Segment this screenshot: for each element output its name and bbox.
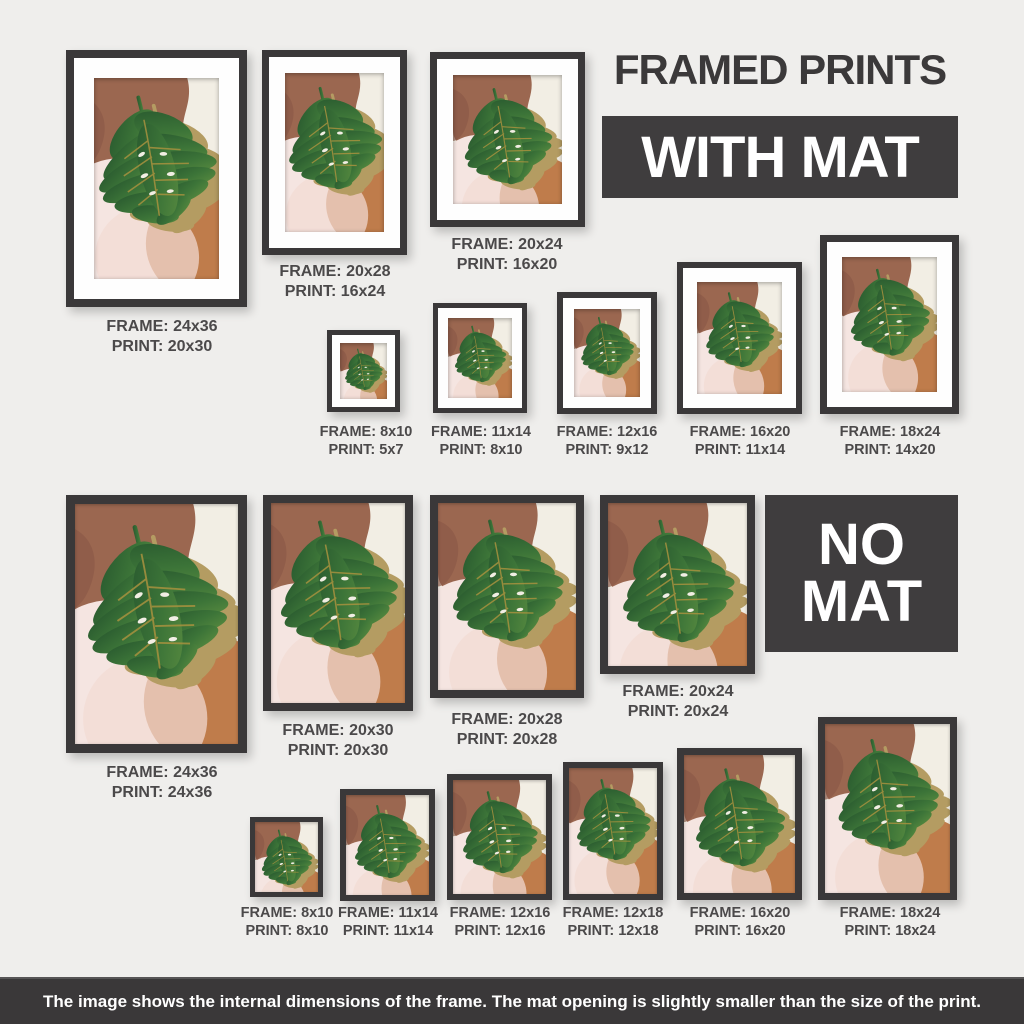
frame-no-mat-12x16 [447, 774, 552, 900]
monstera-artwork [842, 257, 937, 392]
footer-note: The image shows the internal dimensions of the frame. The mat opening is slightly smaller than the size of the print. [0, 977, 1024, 1024]
size-label-withmat-20x28: FRAME: 20x28 PRINT: 16x24 [279, 263, 391, 300]
monstera-artwork [697, 282, 782, 394]
monstera-artwork [255, 822, 318, 892]
frame-with-mat-8x10 [327, 330, 400, 412]
full-bleed-artwork [608, 503, 747, 666]
size-label-nomat-12x16: FRAME: 12x16 PRINT: 12x16 [449, 905, 551, 939]
frame-no-mat-24x36 [66, 495, 247, 753]
size-label-nomat-8x10: FRAME: 8x10 PRINT: 8x10 [240, 905, 334, 939]
monstera-artwork [285, 73, 384, 232]
full-bleed-artwork [684, 755, 795, 893]
full-bleed-artwork [438, 503, 576, 690]
monstera-artwork [271, 503, 405, 703]
monstera-artwork [574, 309, 640, 397]
monstera-artwork [608, 503, 747, 666]
matted-artwork [448, 318, 512, 398]
full-bleed-artwork [75, 504, 238, 744]
full-bleed-artwork [453, 780, 546, 894]
with-mat-banner: WITH MAT [602, 116, 958, 198]
monstera-artwork [825, 724, 950, 893]
monstera-artwork [340, 343, 387, 399]
frame-with-mat-20x28 [262, 50, 407, 255]
matted-artwork [453, 75, 562, 204]
frame-with-mat-20x24 [430, 52, 585, 227]
full-bleed-artwork [825, 724, 950, 893]
size-label-nomat-20x24: FRAME: 20x24 PRINT: 20x24 [622, 683, 734, 720]
no-mat-banner-line1: NO [818, 511, 905, 577]
size-label-nomat-20x28: FRAME: 20x28 PRINT: 20x28 [451, 711, 563, 748]
monstera-artwork [453, 780, 546, 894]
frame-with-mat-16x20 [677, 262, 802, 414]
monstera-artwork [94, 78, 219, 279]
monstera-artwork [684, 755, 795, 893]
size-label-nomat-16x20: FRAME: 16x20 PRINT: 16x20 [689, 905, 791, 939]
monstera-artwork [569, 768, 657, 894]
size-label-withmat-8x10: FRAME: 8x10 PRINT: 5x7 [319, 424, 413, 458]
full-bleed-artwork [346, 795, 429, 895]
full-bleed-artwork [569, 768, 657, 894]
frame-no-mat-20x28 [430, 495, 584, 698]
monstera-artwork [453, 75, 562, 204]
size-label-nomat-24x36: FRAME: 24x36 PRINT: 24x36 [106, 764, 218, 801]
frame-no-mat-11x14 [340, 789, 435, 901]
frame-with-mat-12x16 [557, 292, 657, 414]
monstera-artwork [346, 795, 429, 895]
frame-no-mat-20x30 [263, 495, 413, 711]
frame-no-mat-8x10 [250, 817, 323, 897]
frame-with-mat-24x36 [66, 50, 247, 307]
frame-no-mat-18x24 [818, 717, 957, 900]
frame-no-mat-12x18 [563, 762, 663, 900]
no-mat-banner [765, 495, 958, 652]
size-label-withmat-18x24: FRAME: 18x24 PRINT: 14x20 [839, 424, 941, 458]
size-label-withmat-11x14: FRAME: 11x14 PRINT: 8x10 [431, 424, 531, 458]
matted-artwork [842, 257, 937, 392]
frame-with-mat-18x24 [820, 235, 959, 414]
matted-artwork [94, 78, 219, 279]
matted-artwork [697, 282, 782, 394]
size-label-nomat-11x14: FRAME: 11x14 PRINT: 11x14 [338, 905, 438, 939]
size-label-nomat-20x30: FRAME: 20x30 PRINT: 20x30 [282, 722, 394, 759]
frame-with-mat-11x14 [433, 303, 527, 413]
frame-no-mat-20x24 [600, 495, 755, 674]
matted-artwork [285, 73, 384, 232]
full-bleed-artwork [271, 503, 405, 703]
size-label-withmat-20x24: FRAME: 20x24 PRINT: 16x20 [451, 236, 563, 273]
size-label-withmat-12x16: FRAME: 12x16 PRINT: 9x12 [556, 424, 658, 458]
monstera-artwork [75, 504, 238, 744]
page-title: FRAMED PRINTS [613, 46, 947, 93]
size-label-nomat-12x18: FRAME: 12x18 PRINT: 12x18 [562, 905, 664, 939]
matted-artwork [340, 343, 387, 399]
matted-artwork [574, 309, 640, 397]
size-label-nomat-18x24: FRAME: 18x24 PRINT: 18x24 [839, 905, 941, 939]
monstera-artwork [448, 318, 512, 398]
no-mat-banner-line2: MAT [800, 568, 923, 634]
size-label-withmat-16x20: FRAME: 16x20 PRINT: 11x14 [689, 424, 791, 458]
frame-no-mat-16x20 [677, 748, 802, 900]
monstera-artwork [438, 503, 576, 690]
size-label-withmat-24x36: FRAME: 24x36 PRINT: 20x30 [106, 318, 218, 355]
full-bleed-artwork [255, 822, 318, 892]
